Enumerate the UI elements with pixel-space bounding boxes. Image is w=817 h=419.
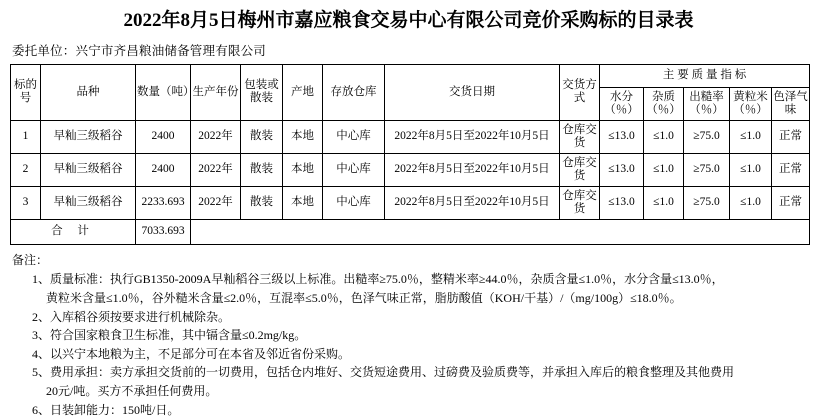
th-yellow-rice: 黄粒米（％）	[730, 87, 772, 120]
cell-impurity: ≤1.0	[644, 153, 684, 186]
th-color-smell: 色泽气味	[772, 87, 810, 120]
cell-moisture: ≤13.0	[600, 120, 644, 153]
note-text: 6、日装卸能力：150吨/日。	[32, 402, 180, 417]
note-text: 4、以兴宁本地粮为主，不足部分可在本省及邻近省份采购。	[32, 346, 351, 361]
note-text: 2、入库稻谷须按要求进行机械除杂。	[32, 309, 231, 324]
total-quantity: 7033.693	[136, 219, 191, 244]
cell-packing: 散装	[241, 186, 283, 219]
th-production-year: 生产年份	[191, 64, 241, 120]
note-subtext: 黄粒米含量≤1.0％，谷外糙米含量≤2.0％，互混率≤5.0％，色泽气味正常，脂肪酸值（KOH/干基）/（mg/100g）≤18.0％。	[46, 290, 682, 305]
th-delivery-date: 交货日期	[385, 64, 560, 120]
cell-delivery-method: 仓库交货	[560, 186, 600, 219]
cell-brown-rice-rate: ≥75.0	[684, 186, 730, 219]
note-item	[12, 401, 807, 419]
cell-yellow-rice: ≤1.0	[730, 153, 772, 186]
note-text: 3、符合国家粮食卫生标准，其中镉含量≤0.2mg/kg。	[32, 328, 307, 343]
cell-warehouse: 中心库	[323, 153, 385, 186]
cell-color-smell: 正常	[772, 120, 810, 153]
cell-brown-rice-rate: ≥75.0	[684, 153, 730, 186]
cell-variety: 早籼三级稻谷	[41, 186, 136, 219]
cell-variety: 早籼三级稻谷	[41, 120, 136, 153]
table-row	[11, 120, 810, 153]
cell-packing: 散装	[241, 120, 283, 153]
cell-origin: 本地	[283, 120, 323, 153]
table-row	[11, 153, 810, 186]
total-empty	[191, 219, 810, 244]
cell-packing: 散装	[241, 153, 283, 186]
th-impurity: 杂质（％）	[644, 87, 684, 120]
note-item	[12, 308, 807, 327]
cell-quantity: 2233.693	[136, 186, 191, 219]
cell-delivery-method: 仓库交货	[560, 120, 600, 153]
cell-origin: 本地	[283, 153, 323, 186]
th-origin: 产地	[283, 64, 323, 120]
cell-origin: 本地	[283, 186, 323, 219]
th-quality-group: 主 要 质 量 指 标	[600, 64, 810, 87]
cell-variety: 早籼三级稻谷	[41, 153, 136, 186]
note-item	[12, 270, 807, 307]
cell-moisture: ≤13.0	[600, 153, 644, 186]
table-total-row	[11, 219, 810, 244]
cell-quantity: 2400	[136, 120, 191, 153]
cell-moisture: ≤13.0	[600, 186, 644, 219]
th-variety: 品种	[41, 64, 136, 120]
cell-index: 1	[11, 120, 41, 153]
cell-yellow-rice: ≤1.0	[730, 186, 772, 219]
th-quantity: 数量（吨）	[136, 64, 191, 120]
th-warehouse: 存放仓库	[323, 64, 385, 120]
consignor-label: 委托单位：兴宁市齐昌粮油储备管理有限公司	[12, 43, 267, 58]
cell-impurity: ≤1.0	[644, 186, 684, 219]
note-subtext: 20元/吨。买方不承担任何费用。	[46, 383, 218, 398]
cell-production-year: 2022年	[191, 153, 241, 186]
th-delivery-method: 交货方式	[560, 64, 600, 120]
cell-warehouse: 中心库	[323, 120, 385, 153]
cell-index: 2	[11, 153, 41, 186]
cell-impurity: ≤1.0	[644, 120, 684, 153]
note-item	[12, 326, 807, 345]
cell-delivery-date: 2022年8月5日至2022年10月5日	[385, 120, 560, 153]
page-title: 2022年8月5日梅州市嘉应粮食交易中心有限公司竞价采购标的目录表	[123, 10, 694, 31]
cell-color-smell: 正常	[772, 186, 810, 219]
note-text: 5、费用承担：卖方承担交货前的一切费用，包括仓内堆好、交货短途费用、过磅费及验质费等，并承担入库后的粮食整理及其他费用	[32, 365, 735, 380]
lot-catalog-table	[10, 64, 810, 245]
th-packing: 包装或散装	[241, 64, 283, 120]
note-text: 1、质量标准：执行GB1350-2009A早籼稻谷三级以上标准。出糙率≥75.0％，整精米率≥44.0％，杂质含量≤1.0％，水分含量≤13.0％，	[32, 272, 724, 287]
cell-quantity: 2400	[136, 153, 191, 186]
cell-index: 3	[11, 186, 41, 219]
notes-section	[10, 251, 807, 419]
cell-production-year: 2022年	[191, 120, 241, 153]
total-label: 合 计	[11, 219, 136, 244]
cell-delivery-date: 2022年8月5日至2022年10月5日	[385, 186, 560, 219]
cell-brown-rice-rate: ≥75.0	[684, 120, 730, 153]
note-item	[12, 345, 807, 364]
table-row	[11, 186, 810, 219]
cell-yellow-rice: ≤1.0	[730, 120, 772, 153]
note-item	[12, 363, 807, 400]
th-index: 标的号	[11, 64, 41, 120]
th-brown-rice-rate: 出糙率（％）	[684, 87, 730, 120]
cell-delivery-method: 仓库交货	[560, 153, 600, 186]
cell-delivery-date: 2022年8月5日至2022年10月5日	[385, 153, 560, 186]
cell-color-smell: 正常	[772, 153, 810, 186]
cell-warehouse: 中心库	[323, 186, 385, 219]
notes-heading: 备注：	[12, 252, 49, 267]
notes-list	[12, 270, 807, 419]
cell-production-year: 2022年	[191, 186, 241, 219]
th-moisture: 水分（％）	[600, 87, 644, 120]
